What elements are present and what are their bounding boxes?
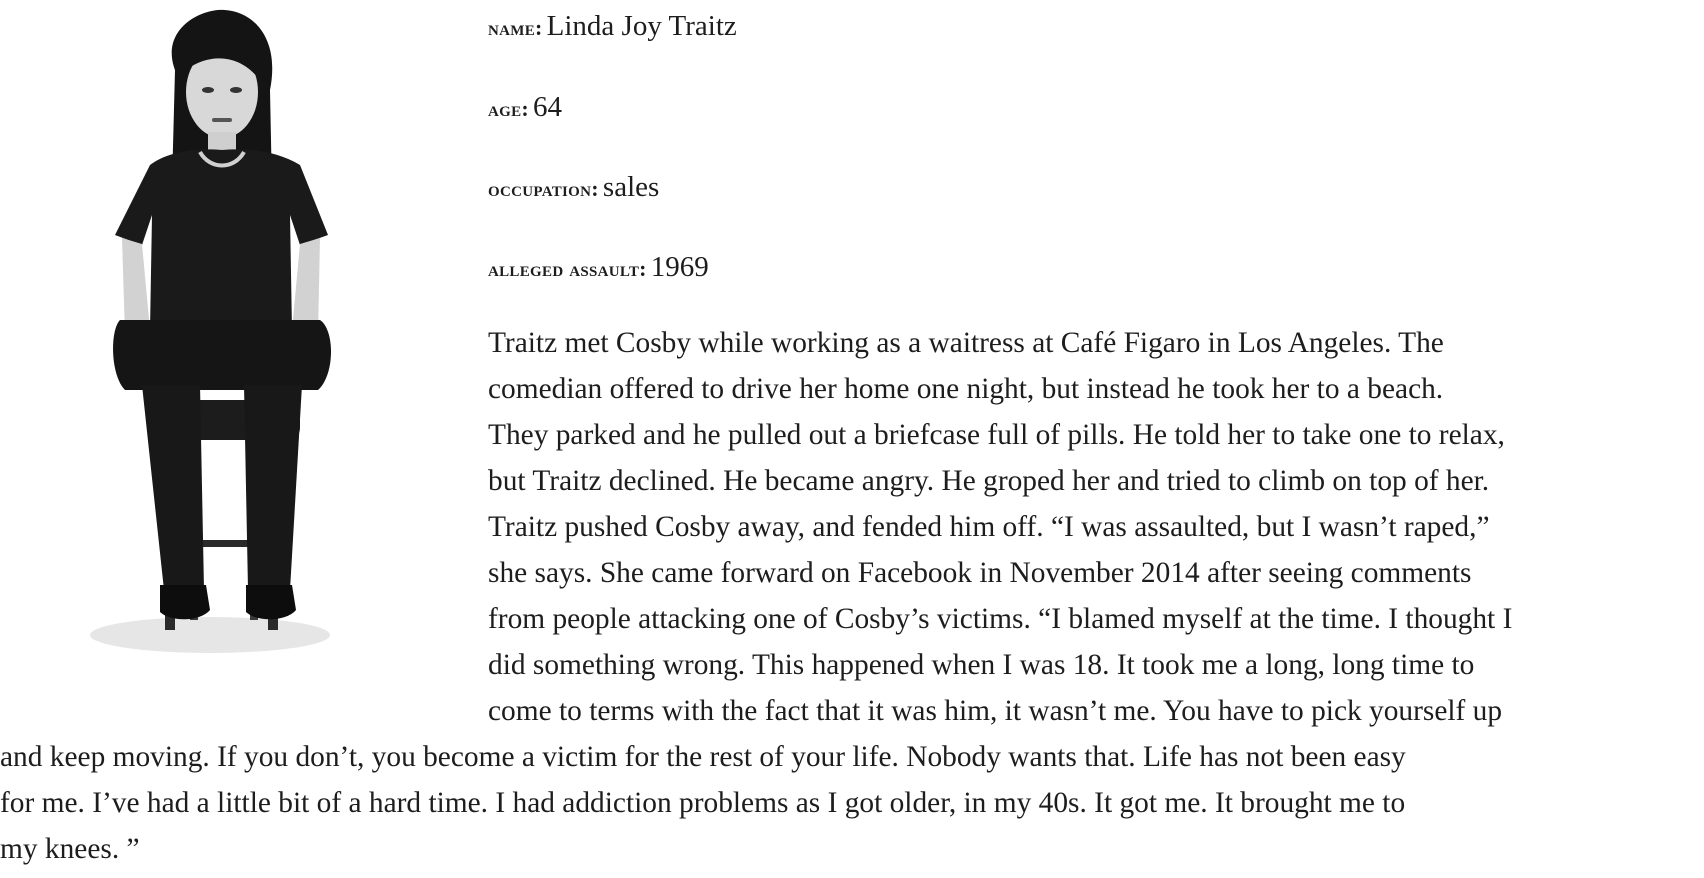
story-line: for me. I’ve had a little bit of a hard time. I had addiction problems as I got older, in my 40s. It got me. It brought me to — [0, 787, 1406, 819]
story-line: from people attacking one of Cosby’s victims. “I blamed myself at the time. I thought I — [488, 603, 1513, 635]
story-line: she says. She came forward on Facebook in November 2014 after seeing comments — [488, 557, 1472, 589]
alleged-assault-label: alleged assault: — [488, 256, 647, 281]
alleged-assault-row — [488, 247, 709, 287]
name-value: Linda Joy Traitz — [546, 10, 737, 42]
age-value: 64 — [533, 91, 563, 123]
story-line: Traitz met Cosby while working as a waitress at Café Figaro in Los Angeles. The — [488, 327, 1444, 359]
name-row — [488, 6, 737, 46]
occupation-label: occupation: — [488, 176, 599, 201]
age-row — [488, 87, 562, 127]
name-label: name: — [488, 15, 543, 40]
story-line: They parked and he pulled out a briefcase full of pills. He told her to take one to relax, — [488, 419, 1505, 451]
story-line: Traitz pushed Cosby away, and fended him off. “I was assaulted, but I wasn’t raped,” — [488, 511, 1490, 543]
story-line: my knees. ” — [0, 833, 140, 865]
occupation-row — [488, 167, 659, 207]
story-line: come to terms with the fact that it was him, it wasn’t me. You have to pick yourself up — [488, 695, 1503, 727]
story-line: did something wrong. This happened when I was 18. It took me a long, long time to — [488, 649, 1475, 681]
story-line: but Traitz declined. He became angry. He groped her and tried to climb on top of her. — [488, 465, 1490, 497]
age-label: age: — [488, 96, 530, 121]
story-line: comedian offered to drive her home one night, but instead he took her to a beach. — [488, 373, 1444, 405]
occupation-value: sales — [602, 171, 660, 203]
alleged-assault-value: 1969 — [650, 251, 709, 283]
story-paragraph — [0, 320, 1704, 872]
story-line: and keep moving. If you don’t, you become a victim for the rest of your life. Nobody wants that. Life has not been easy — [0, 741, 1406, 773]
